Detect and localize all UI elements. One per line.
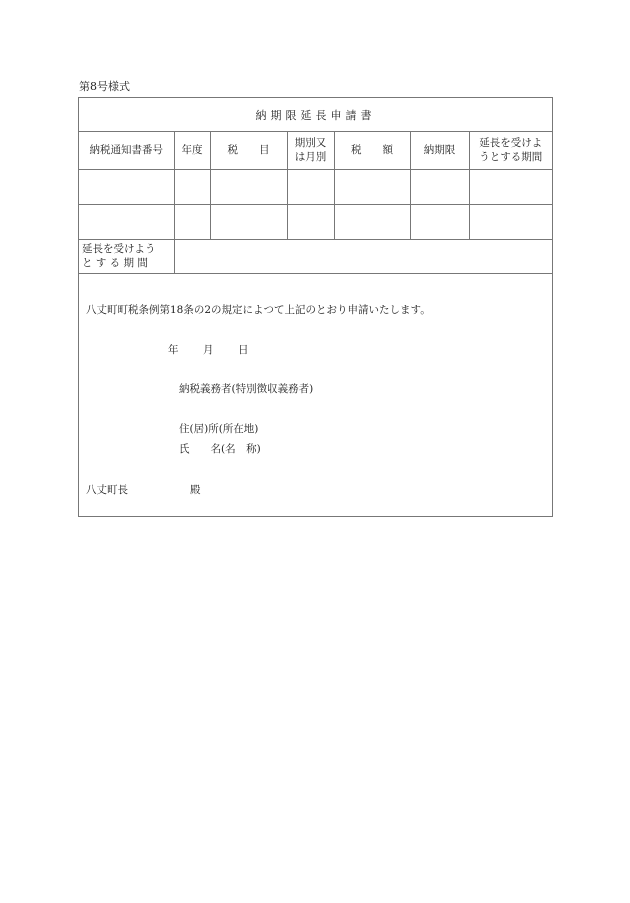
name-label: 氏 名(名 称) [179, 443, 261, 455]
table-row [79, 204, 552, 239]
extension-period-label [79, 239, 174, 273]
extension-period-label-line1: 延長を受けよう [82, 243, 156, 255]
cell-period[interactable] [287, 169, 334, 204]
cell-extension-period[interactable] [469, 204, 552, 239]
honorific: 殿 [190, 484, 201, 496]
extension-period-value[interactable] [174, 239, 552, 273]
table-header-row [79, 132, 552, 169]
col-header-notice-number: 納税通知書番号 [79, 132, 174, 169]
address-label: 住(居)所(所在地) [179, 423, 259, 435]
cell-due-date[interactable] [410, 204, 469, 239]
extension-period-label-line2: と す る 期 間 [82, 257, 148, 269]
cell-tax-amount[interactable] [334, 204, 410, 239]
cell-due-date[interactable] [410, 169, 469, 204]
col-header-extension-line2: うとする期間 [479, 151, 543, 164]
col-header-extension-period [469, 132, 552, 169]
date-day[interactable]: 日 [238, 344, 249, 356]
col-header-due-date: 納期限 [410, 132, 469, 169]
col-header-fiscal-year: 年度 [174, 132, 210, 169]
cell-tax-amount[interactable] [334, 169, 410, 204]
cell-period[interactable] [287, 204, 334, 239]
extension-period-row [79, 239, 552, 273]
cell-tax-item[interactable] [210, 169, 287, 204]
form-number: 第8号様式 [79, 80, 130, 93]
col-header-period [287, 132, 334, 169]
cell-extension-period[interactable] [469, 169, 552, 204]
addressee: 八丈町長 [86, 484, 128, 496]
col-header-period-line1: 期別又 [294, 137, 327, 150]
col-header-period-line2: は月別 [294, 151, 327, 164]
cell-tax-item[interactable] [210, 204, 287, 239]
col-header-tax-item: 税 目 [210, 132, 287, 169]
table-row [79, 169, 552, 204]
col-header-extension-line1: 延長を受けよ [479, 137, 543, 150]
form-title: 納期限延長申請書 [79, 98, 552, 132]
declaration-section [79, 276, 552, 516]
date-month[interactable]: 月 [203, 344, 214, 356]
date-year[interactable]: 年 [168, 344, 179, 356]
taxpayer-label: 納税義務者(特別徴収義務者) [179, 383, 314, 395]
cell-fiscal-year[interactable] [174, 204, 210, 239]
statement-text: 八丈町町税条例第18条の2の規定によつて上記のとおり申請いたします。 [86, 304, 431, 316]
tax-details-table [79, 132, 552, 274]
cell-notice-number[interactable] [79, 169, 174, 204]
cell-notice-number[interactable] [79, 204, 174, 239]
cell-fiscal-year[interactable] [174, 169, 210, 204]
application-form [78, 97, 553, 517]
col-header-tax-amount: 税 額 [334, 132, 410, 169]
